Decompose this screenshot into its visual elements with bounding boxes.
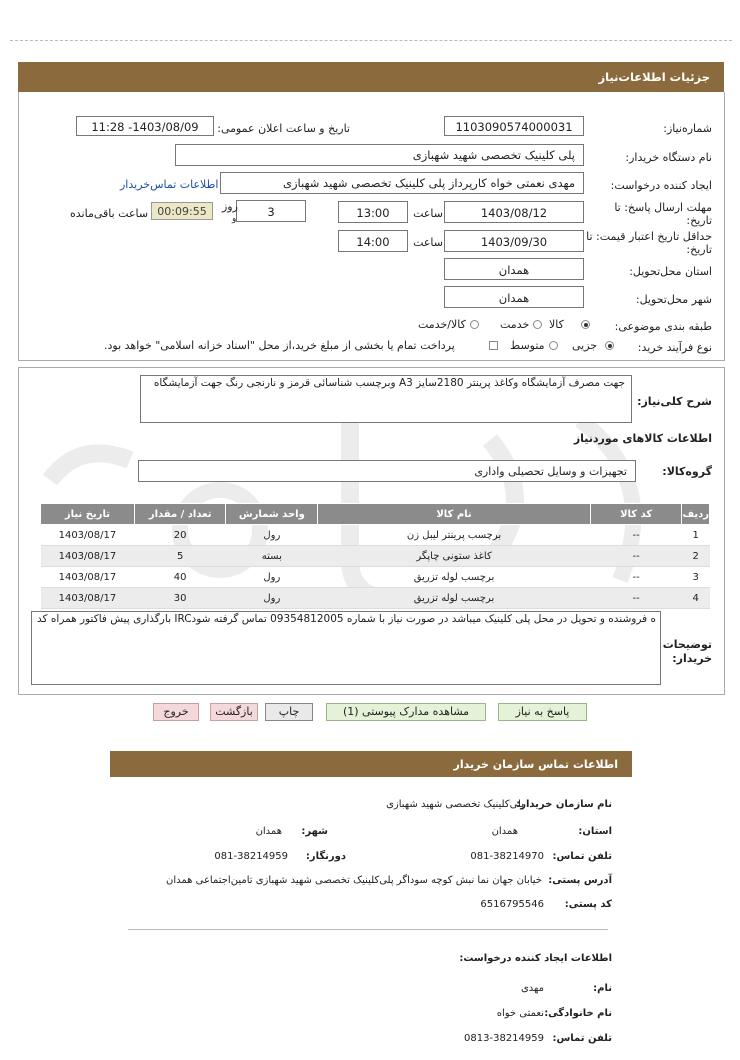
announce-field: 1403/08/09- 11:28 — [76, 116, 214, 136]
creator-phone-value: 0813-38214959 — [464, 1033, 544, 1044]
process-label: نوع فرآیند خرید: — [637, 341, 712, 354]
cell-date: 1403/08/17 — [41, 546, 135, 567]
cell-code: -- — [590, 525, 682, 546]
back-button[interactable]: بازگشت — [210, 703, 258, 721]
remaining-timer: 00:09:55 — [151, 202, 213, 220]
col-unit: واحد شمارش — [226, 504, 318, 525]
province-field: همدان — [444, 258, 584, 280]
buyer-contact-link[interactable]: اطلاعات تماس‌خریدار — [120, 178, 219, 191]
cell-row: 4 — [682, 588, 710, 609]
creator-phone-label: تلفن تماس: — [552, 1033, 612, 1044]
process-medium-label: متوسط — [510, 339, 545, 352]
cell-unit: رول — [226, 588, 318, 609]
category-both-radio[interactable] — [470, 320, 479, 329]
postal-value: 6516795546 — [480, 899, 544, 910]
creator-name-label: نام: — [593, 983, 612, 994]
fax-value: 081-38214959 — [214, 851, 288, 862]
need-number-label: شماره‌نیاز: — [663, 122, 712, 135]
cell-date: 1403/08/17 — [41, 588, 135, 609]
validity-time-field: 14:00 — [338, 230, 408, 252]
treasury-checkbox[interactable] — [489, 341, 498, 350]
creator-info-title: اطلاعات ایجاد کننده درخواست: — [459, 953, 612, 964]
cell-row: 1 — [682, 525, 710, 546]
creator-family-value: نعمتی خواه — [496, 1008, 544, 1019]
category-goods-radio[interactable] — [581, 320, 590, 329]
col-qty: تعداد / مقدار — [134, 504, 226, 525]
creator-label: ایجاد کننده درخواست: — [610, 179, 712, 192]
deadline-time-label: ساعت — [413, 207, 443, 220]
address-value: خیابان جهان نما نبش کوچه سوداگر پلی‌کلینیک تخصصی شهید شهبازی تامین‌اجتماعی همدان — [166, 875, 542, 886]
address-label: آدرس پستی: — [548, 875, 612, 886]
description-textarea: جهت مصرف آزمایشگاه وکاغذ پرینتر 2180سایز A3 وبرچسب شناسائی قرمز و نارنجی رنگ جهت آزمایشگاه — [140, 375, 632, 423]
contact-phone-label: تلفن تماس: — [552, 851, 612, 862]
creator-field: مهدی نعمتی خواه کارپرداز پلی کلینیک تخصصی شهید شهبازی — [220, 172, 584, 194]
table-row — [41, 567, 710, 588]
cell-unit: رول — [226, 525, 318, 546]
treasury-note: پرداخت تمام یا بخشی از مبلغ خرید،از محل "اسناد خزانه اسلامی" خواهد بود. — [104, 339, 455, 352]
validity-label-2: تاریخ: — [686, 243, 712, 256]
cell-qty: 30 — [134, 588, 226, 609]
contact-province-label: استان: — [578, 826, 612, 837]
province-label: استان محل‌تحویل: — [629, 265, 712, 278]
deadline-label-2: تاریخ: — [686, 214, 712, 227]
cell-qty: 20 — [134, 525, 226, 546]
process-minor-label: جزیی — [572, 339, 598, 352]
cell-date: 1403/08/17 — [41, 525, 135, 546]
deadline-time-field: 13:00 — [338, 201, 408, 223]
cell-code: -- — [590, 546, 682, 567]
org-label: نام سازمان خریدار: — [516, 799, 612, 810]
col-code: کد کالا — [590, 504, 682, 525]
cell-row: 2 — [682, 546, 710, 567]
category-both-label: کالا/خدمت — [418, 318, 466, 331]
cell-code: -- — [590, 588, 682, 609]
deadline-label: مهلت ارسال پاسخ: تا — [614, 201, 712, 214]
buyer-org-field: پلی کلینیک تخصصی شهید شهبازی — [175, 144, 584, 166]
category-label: طبقه بندی موضوعی: — [614, 320, 712, 333]
cell-code: -- — [590, 567, 682, 588]
notes-label: توضیحات — [662, 638, 712, 651]
announce-label: تاریخ و ساعت اعلان عمومی: — [217, 122, 350, 135]
org-value: پلی‌کلینیک تخصصی شهید شهبازی — [386, 799, 524, 810]
validity-date-field: 1403/09/30 — [444, 230, 584, 252]
table-row — [41, 588, 710, 609]
top-divider — [10, 40, 732, 41]
cell-date: 1403/08/17 — [41, 567, 135, 588]
contact-phone-value: 081-38214970 — [470, 851, 544, 862]
postal-label: کد پستی: — [564, 899, 612, 910]
goods-section-title: اطلاعات کالاهای موردنیاز — [573, 432, 712, 445]
cell-name: برچسب لوله تزریق — [318, 588, 591, 609]
cell-name: برچسب لوله تزریق — [318, 567, 591, 588]
print-button[interactable]: چاپ — [265, 703, 313, 721]
cell-unit: بسته — [226, 546, 318, 567]
cell-name: برچسب پرینتر لیبل زن — [318, 525, 591, 546]
and-label: و — [232, 214, 237, 224]
days-field: 3 — [236, 200, 306, 222]
contact-header — [110, 751, 632, 777]
contact-title: اطلاعات تماس سازمان خریدار — [453, 758, 618, 771]
category-service-label: خدمت — [500, 318, 530, 331]
cell-unit: رول — [226, 567, 318, 588]
attachments-button[interactable]: مشاهده مدارک پیوستی (1) — [326, 703, 486, 721]
process-medium-radio[interactable] — [549, 341, 558, 350]
reply-button[interactable]: پاسخ به نیاز — [498, 703, 587, 721]
validity-label: حداقل تاریخ اعتبار قیمت: تا — [586, 230, 712, 243]
details-title: جزئیات اطلاعات‌نیاز — [598, 70, 710, 84]
goods-table — [40, 503, 710, 609]
table-header-row — [41, 504, 710, 525]
validity-time-label: ساعت — [413, 236, 443, 249]
remaining-label: ساعت باقی‌مانده — [70, 207, 149, 220]
contact-province-value: همدان — [491, 826, 518, 837]
contact-city-value: همدان — [255, 826, 282, 837]
buyer-org-label: نام دستگاه خریدار: — [625, 151, 712, 164]
days-label: روز — [222, 200, 238, 213]
goods-group-field: تجهیزات و وسایل تحصیلی واداری — [138, 460, 636, 482]
process-minor-radio[interactable] — [605, 341, 614, 350]
cell-qty: 40 — [134, 567, 226, 588]
table-row — [41, 546, 710, 567]
buyer-notes-textarea: ه فروشنده و تحویل در محل پلی کلینیک میباشد در صورت نیاز با شماره 09354812005 تماس گرفته شودIRC بارگذاری پیش فاکتور همراه کد — [31, 611, 661, 685]
table-row — [41, 525, 710, 546]
col-name: نام کالا — [318, 504, 591, 525]
exit-button[interactable]: خروج — [153, 703, 199, 721]
col-row: ردیف — [682, 504, 710, 525]
category-goods-label: کالا — [549, 318, 564, 331]
fax-label: دورنگار: — [305, 851, 346, 862]
contact-city-label: شهر: — [301, 826, 328, 837]
details-header — [18, 62, 724, 92]
creator-name-value: مهدی — [520, 983, 544, 994]
cell-name: کاغذ ستونی چاپگر — [318, 546, 591, 567]
category-service-radio[interactable] — [533, 320, 542, 329]
cell-qty: 5 — [134, 546, 226, 567]
col-date: تاریخ نیاز — [41, 504, 135, 525]
contact-divider — [128, 929, 608, 930]
city-field: همدان — [444, 286, 584, 308]
deadline-date-field: 1403/08/12 — [444, 201, 584, 223]
creator-family-label: نام خانوادگی: — [544, 1008, 612, 1019]
city-label: شهر محل‌تحویل: — [635, 293, 712, 306]
cell-row: 3 — [682, 567, 710, 588]
goods-group-label: گروه‌کالا: — [662, 465, 712, 478]
need-number-field: 1103090574000031 — [444, 116, 584, 136]
description-label: شرح کلی‌نیاز: — [637, 395, 712, 408]
notes-label-2: خریدار: — [672, 652, 712, 665]
